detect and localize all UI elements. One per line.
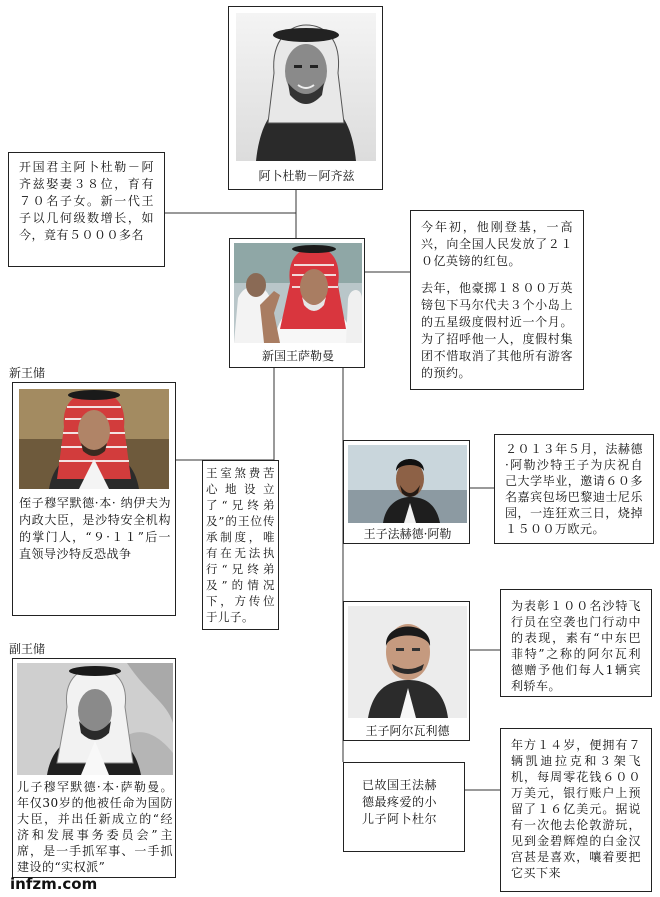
succession-note: 王室煞费苦心地设立了“兄终弟及”的王位传承制度，唯有在无法执行“兄终弟及”的情况下，方传位于儿子。	[202, 460, 279, 630]
son-abdulaziz-note: 年方１４岁，便拥有７辆凯迪拉克和３架飞机，每周零花钱６００万美元，银行账户上预留了１６亿美元。据说有一次他去伦敦游玩，见到金碧辉煌的白金汉宫甚是喜欢，嚷着要把它买下来	[500, 728, 652, 892]
crown-prince-text: 侄子穆罕默德·本· 纳伊夫为内政大臣，是沙特安全机构的掌门人，“９·１１”后一直领导沙特反恐战争	[19, 496, 171, 561]
deputy-crown-prince-photo	[17, 663, 173, 775]
son-abdulaziz-card: 已故国王法赫德最疼爱的小儿子阿卜杜尔	[343, 762, 465, 852]
king-photo	[234, 243, 362, 343]
king-card	[229, 238, 365, 368]
king-note	[410, 210, 584, 390]
founder-portrait	[236, 13, 376, 161]
deputy-crown-prince-text: 儿子穆罕默德·本·萨勒曼。年仅30岁的他被任命为国防大臣，并出任新成立的“经济和发展事务委员会”主席，是一手抓军事、一手抓建设的“实权派”	[17, 780, 173, 874]
deputy-crown-prince-heading: 副王储	[9, 642, 46, 656]
deputy-crown-prince-card	[12, 658, 176, 878]
prince-fahd-card	[343, 440, 470, 544]
prince-fahd-caption: 王子法赫德·阿勒	[363, 527, 452, 541]
crown-prince-card	[12, 382, 176, 616]
founder-caption: 阿卜杜勒－阿齐兹	[258, 169, 355, 183]
prince-alwaleed-note: 为表彰１００名沙特飞行员在空袭也门行动中的表现，素有“中东巴菲特”之称的阿尔瓦利德赠予他们每人1辆宾利轿车。	[500, 589, 652, 697]
crown-prince-heading: 新王储	[9, 366, 46, 380]
founder-note: 开国君主阿卜杜勒－阿齐兹娶妻３８位，育有７０名子女。新一代王子以几何级数增长，如今，竟有５０００多名	[8, 152, 165, 267]
prince-alwaleed-card	[343, 601, 470, 741]
crown-prince-photo	[19, 389, 169, 489]
prince-alwaleed-photo	[348, 606, 467, 718]
prince-fahd-note: ２０１３年５月，法赫德·阿勒沙特王子为庆祝自己大学毕业，邀请６０多名嘉宾包场巴黎迪士尼乐园，一连狂欢三日，烧掉１５００万欧元。	[494, 434, 654, 544]
founder-card	[228, 6, 383, 190]
king-note-maldives: 去年，他豪掷１８００万英镑包下马尔代夫３个小岛上的五星级度假村近一个月。为了招呼他一人，度假村集团不惜取消了其他所有游客的预约。	[421, 281, 573, 380]
king-caption: 新国王萨勒曼	[261, 349, 334, 363]
watermark-logo: infzm.com	[10, 875, 98, 893]
prince-fahd-photo	[348, 445, 467, 523]
prince-alwaleed-caption: 王子阿尔瓦利德	[365, 724, 450, 738]
king-note-red-envelope: 今年初，他刚登基，一高兴，向全国人民发放了２１０亿英镑的红包。	[421, 220, 573, 268]
